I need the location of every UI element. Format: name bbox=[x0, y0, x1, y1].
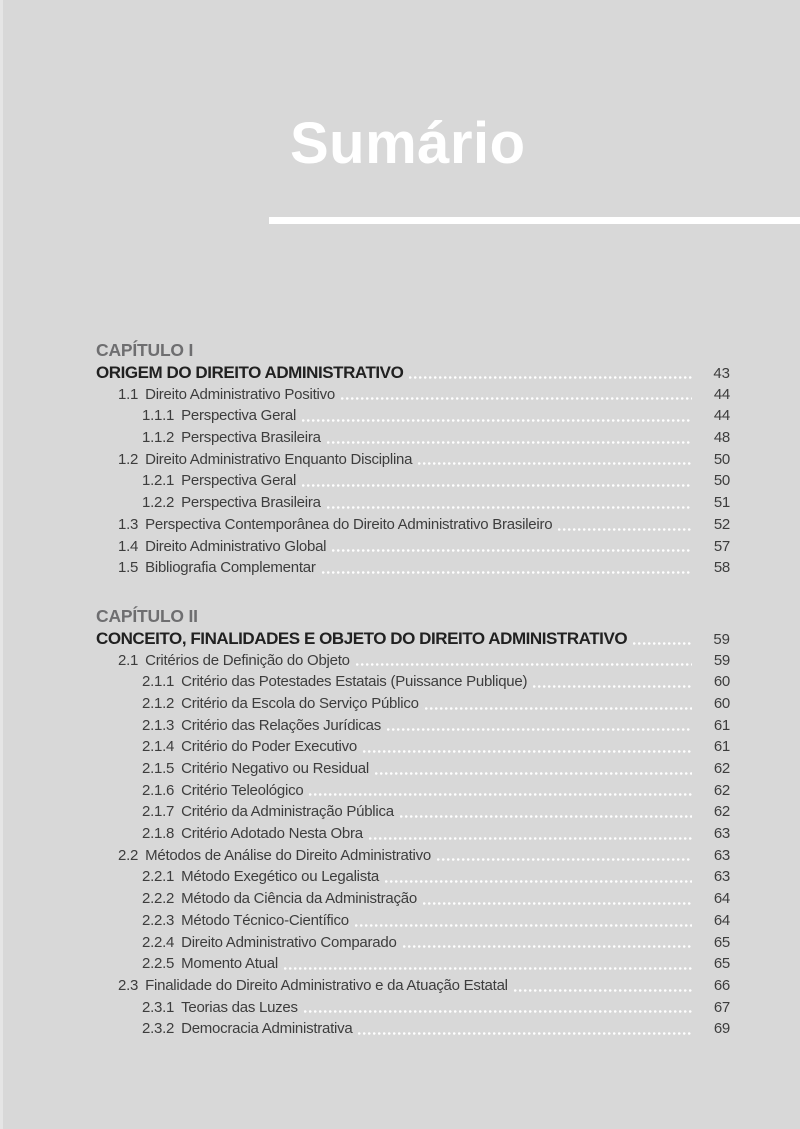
entry-number: 2.1.6 bbox=[142, 781, 175, 799]
toc-entry bbox=[96, 975, 730, 997]
entry-page-number: 67 bbox=[713, 998, 730, 1016]
toc-entry bbox=[96, 384, 730, 406]
chapter-title: CONCEITO, FINALIDADES E OBJETO DO DIREITO ADMINISTRATIVO bbox=[96, 628, 628, 648]
toc-entry bbox=[96, 823, 730, 845]
dot-leader bbox=[322, 571, 692, 574]
dot-leader bbox=[302, 484, 692, 487]
toc-entry bbox=[96, 650, 730, 672]
entry-number: 2.2.2 bbox=[142, 890, 175, 908]
entry-number: 1.2 bbox=[118, 450, 139, 468]
entry-page-number: 62 bbox=[713, 760, 730, 777]
entry-label: Perspectiva Brasileira bbox=[181, 429, 321, 447]
toc-entry bbox=[96, 514, 730, 536]
chapter-label: CAPÍTULO II bbox=[96, 605, 198, 626]
entry-label: Bibliografia Complementar bbox=[145, 559, 316, 577]
entry-number: 2.1.2 bbox=[142, 694, 175, 712]
toc-entry bbox=[96, 492, 730, 514]
entry-page-number: 50 bbox=[713, 472, 730, 490]
toc-entry bbox=[96, 932, 730, 954]
toc-entry bbox=[96, 671, 730, 693]
dot-leader bbox=[356, 663, 692, 666]
entry-number: 2.2.3 bbox=[142, 911, 175, 929]
dot-leader bbox=[304, 1010, 692, 1013]
toc-entry bbox=[96, 536, 730, 558]
toc-entry bbox=[96, 758, 730, 780]
chapter-label: CAPÍTULO I bbox=[96, 340, 194, 360]
dot-leader bbox=[341, 397, 692, 400]
entry-label: Método Técnico-Científico bbox=[181, 911, 349, 929]
toc-entry bbox=[96, 780, 730, 802]
toc-chapter bbox=[96, 604, 730, 1040]
entry-label: Critério do Poder Executivo bbox=[181, 738, 357, 756]
entry-number: 2.2.5 bbox=[142, 955, 175, 973]
dot-leader bbox=[355, 924, 692, 927]
dot-leader bbox=[533, 685, 692, 688]
dot-leader bbox=[385, 880, 692, 883]
entry-number: 2.2 bbox=[118, 846, 139, 864]
entry-number: 1.4 bbox=[118, 537, 139, 555]
toc-entry bbox=[96, 845, 730, 867]
entry-page-number: 66 bbox=[713, 976, 730, 994]
chapter-title-row bbox=[96, 628, 730, 650]
entry-page-number: 58 bbox=[713, 559, 730, 577]
entry-page-number: 44 bbox=[713, 407, 730, 425]
dot-leader bbox=[425, 707, 692, 710]
dot-leader bbox=[514, 989, 692, 992]
entry-label: Perspectiva Brasileira bbox=[181, 494, 321, 512]
entry-number: 1.5 bbox=[118, 559, 139, 577]
entry-label: Critérios de Definição do Objeto bbox=[145, 651, 350, 669]
dot-leader bbox=[633, 642, 692, 645]
toc bbox=[96, 338, 730, 1040]
entry-number: 2.1.5 bbox=[142, 760, 175, 777]
entry-label: Momento Atual bbox=[181, 955, 278, 973]
dot-leader bbox=[369, 837, 692, 840]
entry-label: Teorias das Luzes bbox=[181, 998, 298, 1016]
entry-label: Finalidade do Direito Administrativo e da Atuação Estatal bbox=[145, 976, 508, 994]
entry-number: 2.2.1 bbox=[142, 868, 175, 886]
entry-label: Métodos de Análise do Direito Administrativo bbox=[145, 846, 431, 864]
dot-leader bbox=[327, 506, 692, 509]
entry-number: 2.2.4 bbox=[142, 933, 175, 951]
dot-leader bbox=[418, 462, 692, 465]
entry-page-number: 63 bbox=[713, 825, 730, 843]
toc-entry bbox=[96, 449, 730, 471]
entry-number: 1.1.2 bbox=[142, 429, 175, 447]
dot-leader bbox=[375, 772, 692, 775]
dot-leader bbox=[309, 793, 692, 796]
entry-label: Método da Ciência da Administração bbox=[181, 890, 417, 908]
entry-number: 2.1.3 bbox=[142, 716, 175, 734]
entry-number: 2.3.1 bbox=[142, 998, 175, 1016]
entry-page-number: 59 bbox=[713, 651, 730, 669]
entry-page-number: 61 bbox=[713, 738, 730, 756]
entry-number: 2.3.2 bbox=[142, 1020, 175, 1038]
toc-entry bbox=[96, 715, 730, 737]
entry-page-number: 65 bbox=[713, 955, 730, 973]
entry-page-number: 62 bbox=[713, 781, 730, 799]
entry-label: Direito Administrativo Comparado bbox=[181, 933, 397, 951]
entry-number: 2.1.1 bbox=[142, 673, 175, 691]
toc-entry bbox=[96, 736, 730, 758]
dot-leader bbox=[409, 376, 692, 379]
dot-leader bbox=[423, 902, 692, 905]
entry-number: 1.2.1 bbox=[142, 472, 175, 490]
dot-leader bbox=[358, 1032, 692, 1035]
entry-label: Critério da Administração Pública bbox=[181, 803, 394, 821]
entry-page-number: 60 bbox=[713, 694, 730, 712]
entry-label: Critério Teleológico bbox=[181, 781, 304, 799]
entry-page-number: 63 bbox=[713, 868, 730, 886]
toc-entry bbox=[96, 801, 730, 823]
entry-number: 2.1.8 bbox=[142, 825, 175, 843]
dot-leader bbox=[332, 549, 692, 552]
toc-entry bbox=[96, 405, 730, 427]
chapter-title: ORIGEM DO DIREITO ADMINISTRATIVO bbox=[96, 363, 404, 382]
chapter-entries bbox=[96, 650, 730, 1040]
dot-leader bbox=[403, 945, 692, 948]
entry-page-number: 48 bbox=[713, 429, 730, 447]
entry-page-number: 61 bbox=[713, 716, 730, 734]
entry-page-number: 64 bbox=[713, 890, 730, 908]
toc-entry bbox=[96, 1018, 730, 1040]
dot-leader bbox=[437, 858, 692, 861]
dot-leader bbox=[302, 419, 692, 422]
entry-label: Método Exegético ou Legalista bbox=[181, 868, 380, 886]
entry-page-number: 51 bbox=[713, 494, 730, 512]
entry-label: Direito Administrativo Global bbox=[145, 537, 327, 555]
entry-label: Democracia Administrativa bbox=[181, 1020, 353, 1038]
entry-page-number: 62 bbox=[713, 803, 730, 821]
chapter-title-row bbox=[96, 362, 730, 384]
entry-number: 2.1.4 bbox=[142, 738, 175, 756]
page-edge-strip bbox=[0, 0, 3, 1129]
entry-number: 1.1 bbox=[118, 385, 139, 403]
title-underline-bar bbox=[269, 217, 800, 224]
entry-label: Direito Administrativo Positivo bbox=[145, 385, 335, 403]
entry-label: Critério Negativo ou Residual bbox=[181, 760, 369, 777]
toc-entry bbox=[96, 557, 730, 579]
entry-number: 1.2.2 bbox=[142, 494, 175, 512]
toc-entry bbox=[96, 693, 730, 715]
dot-leader bbox=[284, 967, 692, 970]
entry-page-number: 64 bbox=[713, 911, 730, 929]
toc-entry bbox=[96, 888, 730, 910]
entry-page-number: 65 bbox=[713, 933, 730, 951]
entry-number: 1.1.1 bbox=[142, 407, 175, 425]
toc-entry bbox=[96, 427, 730, 449]
dot-leader bbox=[387, 728, 692, 731]
entry-label: Perspectiva Contemporânea do Direito Administrativo Brasileiro bbox=[145, 515, 553, 533]
entry-number: 2.1.7 bbox=[142, 803, 175, 821]
entry-number: 2.1 bbox=[118, 651, 139, 669]
entry-label: Critério das Potestades Estatais (Puissance Publique) bbox=[181, 673, 528, 691]
dot-leader bbox=[400, 815, 692, 818]
page-title: Sumário bbox=[290, 111, 526, 176]
toc-entry bbox=[96, 953, 730, 975]
toc-entry bbox=[96, 866, 730, 888]
entry-label: Direito Administrativo Enquanto Disciplina bbox=[145, 450, 413, 468]
entry-label: Critério da Escola do Serviço Público bbox=[181, 694, 419, 712]
entry-page-number: 57 bbox=[713, 537, 730, 555]
entry-page-number: 44 bbox=[713, 385, 730, 403]
entry-label: Critério Adotado Nesta Obra bbox=[181, 825, 363, 843]
entry-page-number: 60 bbox=[713, 673, 730, 691]
entry-number: 2.3 bbox=[118, 976, 139, 994]
entry-page-number: 69 bbox=[713, 1020, 730, 1038]
entry-page-number: 63 bbox=[713, 846, 730, 864]
toc-entry bbox=[96, 910, 730, 932]
entry-number: 1.3 bbox=[118, 515, 139, 533]
chapter-page-number: 43 bbox=[713, 365, 730, 382]
entry-page-number: 52 bbox=[713, 515, 730, 533]
entry-label: Perspectiva Geral bbox=[181, 407, 297, 425]
toc-chapter bbox=[96, 338, 730, 579]
chapter-page-number: 59 bbox=[713, 630, 730, 648]
entry-page-number: 50 bbox=[713, 450, 730, 468]
dot-leader bbox=[363, 750, 692, 753]
dot-leader bbox=[327, 441, 692, 444]
toc-entry bbox=[96, 997, 730, 1019]
entry-label: Perspectiva Geral bbox=[181, 472, 297, 490]
chapter-entries bbox=[96, 384, 730, 579]
dot-leader bbox=[558, 528, 692, 531]
toc-entry bbox=[96, 470, 730, 492]
entry-label: Critério das Relações Jurídicas bbox=[181, 716, 381, 734]
